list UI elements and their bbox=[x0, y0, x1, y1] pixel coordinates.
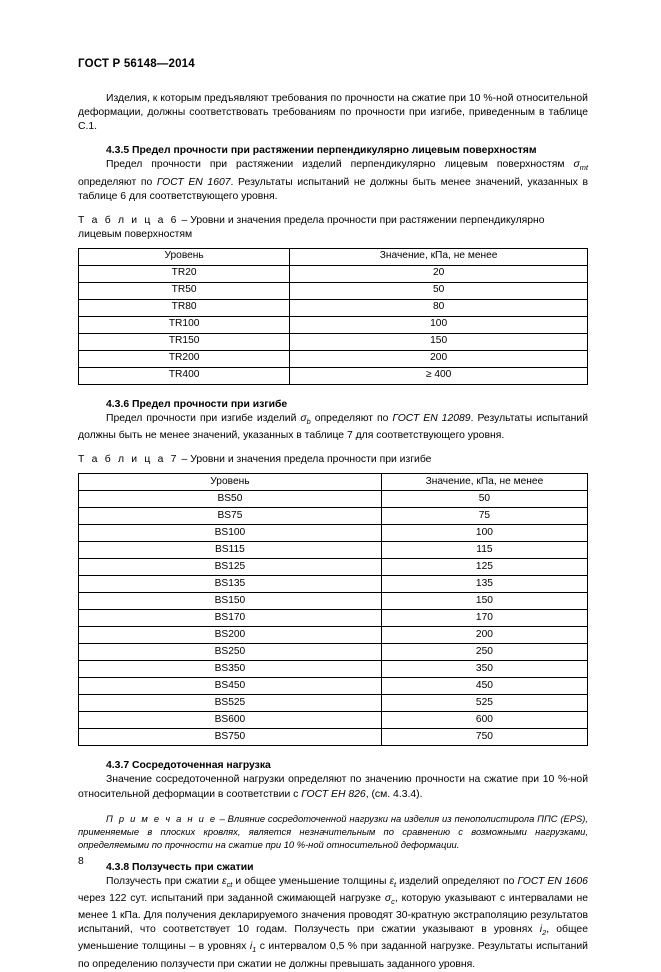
table-row bbox=[79, 525, 588, 542]
table-row bbox=[79, 367, 588, 384]
paragraph-4-3-7 bbox=[78, 773, 588, 801]
table-row bbox=[79, 576, 588, 593]
table-row bbox=[79, 729, 588, 746]
table7-cell-level: BS75 bbox=[79, 508, 382, 525]
table-row bbox=[79, 610, 588, 627]
table7-cell-level: BS750 bbox=[79, 729, 382, 746]
heading-4-3-8: 4.3.8 Ползучесть при сжатии bbox=[106, 861, 254, 873]
table6-caption-label: Т а б л и ц а 6 bbox=[78, 214, 179, 226]
table7-cell-value: 350 bbox=[381, 661, 587, 678]
heading-4-3-5: 4.3.5 Предел прочности при растяжении перпендикулярно лицевым поверхностям bbox=[106, 145, 537, 157]
table7-cell-level: BS125 bbox=[79, 559, 382, 576]
reference-gost-en-1607: ГОСТ EN 1607 bbox=[156, 176, 231, 188]
table6-cell-level: TR80 bbox=[79, 299, 290, 316]
table6-cell-level: TR200 bbox=[79, 350, 290, 367]
table-row bbox=[79, 644, 588, 661]
table6-cell-level: TR150 bbox=[79, 333, 290, 350]
symbol-sigma-mt: $\sigma_{mt}$ bbox=[573, 159, 588, 173]
text-438-part6: , общее уменьшение толщины – в уровнях bbox=[78, 924, 588, 953]
symbol-epsilon-t: $\varepsilon_t$ bbox=[389, 875, 397, 889]
symbol-i2: $i_2$ bbox=[539, 924, 547, 938]
table-row bbox=[79, 265, 588, 282]
reference-gost-en-826: ГОСТ ЕН 826 bbox=[301, 788, 366, 800]
text-438-part2: и общее уменьшение толщины bbox=[232, 875, 390, 887]
table6-caption bbox=[78, 214, 588, 242]
table6-cell-value: 200 bbox=[290, 350, 588, 367]
table-7 bbox=[78, 473, 588, 746]
table7-cell-value: 100 bbox=[381, 525, 587, 542]
table7-cell-value: 135 bbox=[381, 576, 587, 593]
table-6-body bbox=[79, 248, 588, 384]
table-row bbox=[79, 542, 588, 559]
text-437-part1: Значение сосредоточенной нагрузки определяют по значению прочности на сжатие при 10 %-ной относительной деформации в соответствии с bbox=[78, 774, 588, 800]
table7-cell-value: 150 bbox=[381, 593, 587, 610]
table6-cell-value: 150 bbox=[290, 333, 588, 350]
symbol-sigma-b: $\sigma_b$ bbox=[300, 413, 311, 427]
table-header-row bbox=[79, 248, 588, 265]
note-label: П р и м е ч а н и е bbox=[106, 812, 217, 824]
table7-cell-value: 125 bbox=[381, 559, 587, 576]
table-row bbox=[79, 333, 588, 350]
text-438-part7: с интервалом 0,5 % при заданной нагрузке. Результаты испытаний по определению ползучести при сжатии не должны превышать заданного уровня. bbox=[78, 941, 588, 970]
table6-cell-value: ≥ 400 bbox=[290, 367, 588, 384]
text-438-part5: , которую указывают с интервалами не менее 1 кПа. Для получения декларируемого значения проводят 30-кратную экстраполяцию результатов испытаний, что соответствует 10 годам. Ползучесть при сжатии указывают в уровнях bbox=[78, 892, 588, 936]
text-435-part1: Предел прочности при растяжении изделий перпендикулярно лицевым поверхностям bbox=[106, 159, 574, 171]
table7-cell-value: 50 bbox=[381, 491, 587, 508]
table6-cell-value: 20 bbox=[290, 265, 588, 282]
table7-cell-value: 750 bbox=[381, 729, 587, 746]
table6-header-value: Значение, кПа, не менее bbox=[290, 248, 588, 265]
table6-cell-level: TR400 bbox=[79, 367, 290, 384]
table7-cell-level: BS135 bbox=[79, 576, 382, 593]
table6-caption-text: – Уровни и значения предела прочности при растяжении перпендикулярно лицевым поверхностям bbox=[78, 214, 545, 240]
table-row bbox=[79, 593, 588, 610]
table7-cell-value: 600 bbox=[381, 712, 587, 729]
table6-header-level: Уровень bbox=[79, 248, 290, 265]
text-436-part3: . Результаты испытаний должны быть не менее значений, указанных в таблице 7 для соответствующего уровня. bbox=[78, 413, 589, 442]
table-row bbox=[79, 299, 588, 316]
table6-cell-level: TR50 bbox=[79, 282, 290, 299]
table-row bbox=[79, 627, 588, 644]
table-row bbox=[79, 661, 588, 678]
symbol-i1: $i_1$ bbox=[249, 941, 257, 955]
reference-gost-en-12089: ГОСТ EN 12089 bbox=[392, 413, 471, 425]
table7-caption-label: Т а б л и ц а 7 bbox=[78, 454, 179, 466]
intro-paragraph: Изделия, к которым предъявляют требования по прочности на сжатие при 10 %-ной относительной деформации, должны соответствовать требованиям по прочности при изгибе, приведенным в таблице С.1. bbox=[78, 93, 588, 133]
table7-caption-text: – Уровни и значения предела прочности при изгибе bbox=[178, 454, 432, 466]
standard-header: ГОСТ Р 56148—2014 bbox=[78, 58, 195, 70]
paragraph-4-3-5 bbox=[78, 158, 588, 203]
table7-cell-value: 525 bbox=[381, 695, 587, 712]
table7-caption bbox=[78, 453, 588, 467]
table-7-body bbox=[79, 474, 588, 746]
text-437-part2: , (см. 4.3.4). bbox=[365, 788, 423, 800]
table7-cell-value: 450 bbox=[381, 678, 587, 695]
table7-cell-value: 250 bbox=[381, 644, 587, 661]
table-row bbox=[79, 350, 588, 367]
table7-cell-level: BS600 bbox=[79, 712, 382, 729]
table7-cell-level: BS250 bbox=[79, 644, 382, 661]
page-number: 8 bbox=[78, 856, 84, 867]
table-row bbox=[79, 678, 588, 695]
heading-4-3-7: 4.3.7 Сосредоточенная нагрузка bbox=[106, 760, 271, 772]
table7-cell-value: 170 bbox=[381, 610, 587, 627]
table6-cell-value: 80 bbox=[290, 299, 588, 316]
reference-gost-en-1606: ГОСТ EN 1606 bbox=[517, 875, 588, 887]
heading-4-3-6: 4.3.6 Предел прочности при изгибе bbox=[106, 398, 288, 410]
table7-header-level: Уровень bbox=[79, 474, 382, 491]
table7-cell-level: BS50 bbox=[79, 491, 382, 508]
table7-cell-value: 75 bbox=[381, 508, 587, 525]
table-row bbox=[79, 559, 588, 576]
table6-cell-level: TR20 bbox=[79, 265, 290, 282]
note-text: – Влияние сосредоточенной нагрузки на изделия из пенополистирола ППС (EPS), применяемые в плоских кровлях, является незначительным по сравнению с возможными нагрузками, определяемыми по прочности на сжатие при 10 %-ной относительной деформации. bbox=[78, 812, 588, 850]
table-6 bbox=[78, 248, 588, 385]
page-content bbox=[78, 58, 588, 972]
table7-cell-level: BS350 bbox=[79, 661, 382, 678]
table-row bbox=[79, 282, 588, 299]
table7-cell-level: BS450 bbox=[79, 678, 382, 695]
paragraph-4-3-6 bbox=[78, 412, 588, 443]
paragraph-4-3-8 bbox=[78, 875, 588, 972]
table7-cell-level: BS525 bbox=[79, 695, 382, 712]
text-436-part1: Предел прочности при изгибе изделий bbox=[106, 413, 301, 425]
text-438-part4: через 122 сут. испытаний при заданной сжимающей нагрузке bbox=[78, 892, 385, 904]
table-row bbox=[79, 695, 588, 712]
table-row bbox=[79, 712, 588, 729]
table7-cell-value: 200 bbox=[381, 627, 587, 644]
symbol-epsilon-ct: $\varepsilon_{ct}$ bbox=[222, 875, 233, 889]
table7-cell-level: BS100 bbox=[79, 525, 382, 542]
text-435-part2: определяют по bbox=[78, 176, 157, 188]
table7-cell-value: 115 bbox=[381, 542, 587, 559]
table7-cell-level: BS170 bbox=[79, 610, 382, 627]
table-row bbox=[79, 508, 588, 525]
symbol-sigma-c: $\sigma_c$ bbox=[384, 892, 395, 906]
text-438-part3: изделий определяют по bbox=[396, 875, 518, 887]
note-4-3-7 bbox=[78, 812, 588, 851]
table-row bbox=[79, 316, 588, 333]
table7-cell-level: BS115 bbox=[79, 542, 382, 559]
table6-cell-value: 50 bbox=[290, 282, 588, 299]
table7-cell-level: BS150 bbox=[79, 593, 382, 610]
table6-cell-value: 100 bbox=[290, 316, 588, 333]
text-438-part1: Ползучесть при сжатии bbox=[106, 875, 222, 887]
table6-cell-level: TR100 bbox=[79, 316, 290, 333]
table7-header-value: Значение, кПа, не менее bbox=[381, 474, 587, 491]
table7-cell-level: BS200 bbox=[79, 627, 382, 644]
text-436-part2: определяют по bbox=[310, 413, 393, 425]
table-row bbox=[79, 491, 588, 508]
text-435-part3: . Результаты испытаний не должны быть менее значений, указанных в таблице 6 для соответствующего уровня. bbox=[78, 176, 588, 202]
table-header-row bbox=[79, 474, 588, 491]
